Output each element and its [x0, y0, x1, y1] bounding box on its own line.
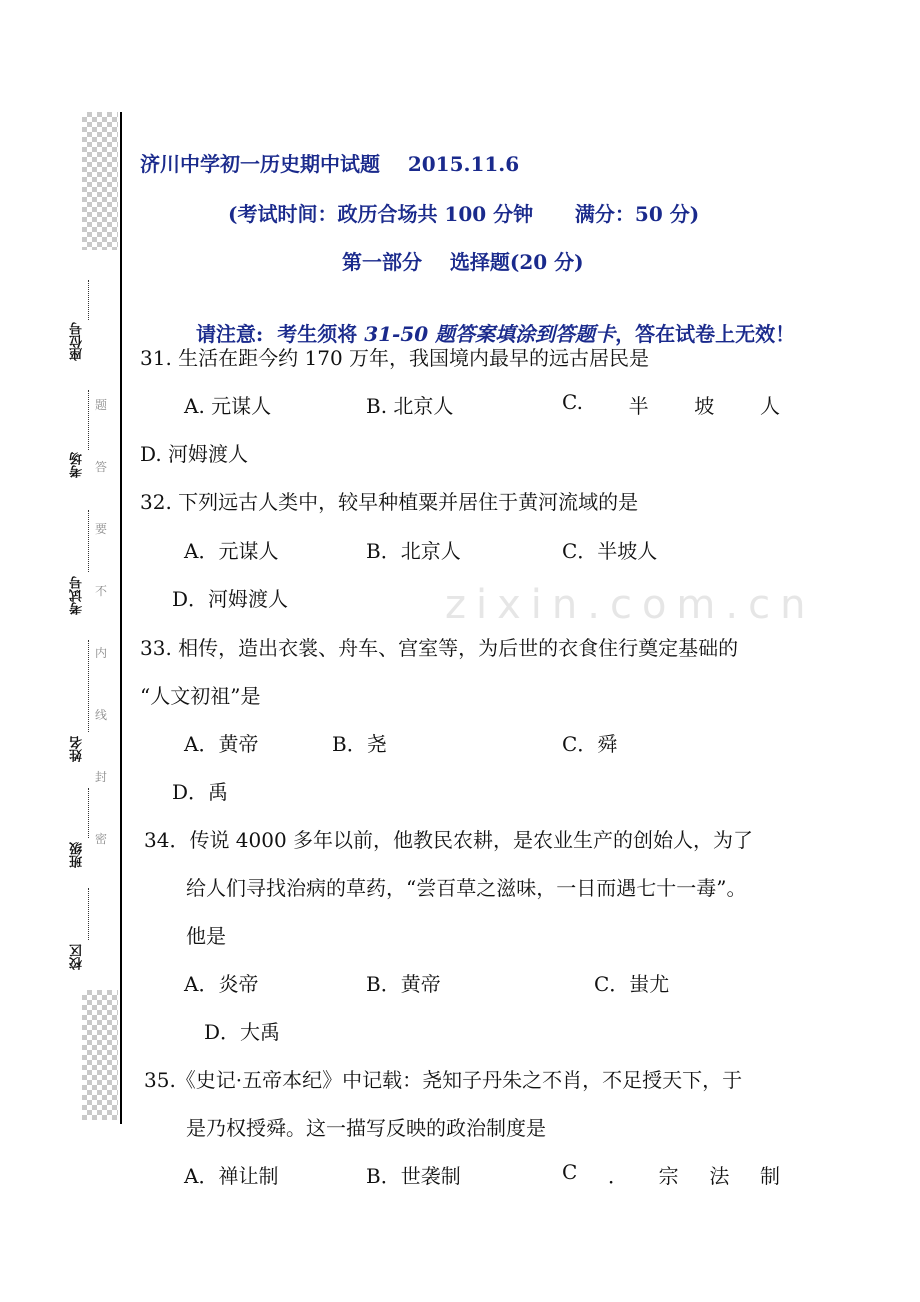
seal-warning-char: 不 — [95, 584, 108, 598]
q35-option-c-char: 制 — [760, 1164, 780, 1188]
exam-title: 济川中学初一历史期中试题 2015.11.6 — [140, 152, 520, 176]
binding-pattern-bottom — [82, 990, 118, 1120]
question-34-stem-line1: 34．传说 4000 多年以前，他教民农耕，是农业生产的创始人，为了 — [144, 828, 754, 852]
name-blank — [88, 640, 89, 732]
q31-option-c-letter: C. — [562, 390, 583, 414]
question-32-stem: 32. 下列远古人类中，较早种植粟并居住于黄河流域的是 — [140, 490, 639, 514]
question-35-stem-line2: 是乃权授舜。这一描写反映的政治制度是 — [186, 1116, 546, 1140]
seal-warning-char: 题 — [95, 398, 108, 412]
seal-warning-char: 答 — [95, 460, 108, 474]
q35-option-a: A．禅让制 — [184, 1164, 279, 1188]
q34-option-c: C．蚩尤 — [594, 972, 670, 996]
question-34-stem-line3: 他是 — [186, 924, 226, 948]
q31-option-c-char: 半 — [628, 394, 649, 418]
q33-option-d: D．禹 — [172, 780, 229, 804]
seal-warning-char: 内 — [95, 646, 108, 660]
q34-option-b: B．黄帝 — [366, 972, 441, 996]
class-blank — [88, 788, 89, 838]
q33-option-c: C．舜 — [562, 732, 618, 756]
q31-option-c-char: 坡 — [694, 394, 715, 418]
q31-option-a: A. 元谋人 — [184, 394, 272, 418]
seal-warning-char: 线 — [95, 708, 108, 722]
exam-number-label: 考试号 — [70, 576, 85, 615]
exam-info: (考试时间：政历合场共 100 分钟 满分：50 分) — [228, 202, 700, 226]
q35-option-c-char: 法 — [709, 1164, 730, 1188]
seal-warning-char: 封 — [95, 770, 108, 784]
question-33-stem-line1: 33. 相传，造出衣裳、舟车、宫室等，为后世的衣食住行奠定基础的 — [140, 636, 739, 660]
q35-option-c — [562, 1160, 780, 1189]
exam-number-blank — [88, 510, 89, 572]
q33-option-a: A．黄帝 — [184, 732, 259, 756]
exam-room-blank — [88, 390, 89, 450]
question-33-stem-line2: “人文初祖”是 — [140, 684, 261, 708]
seat-number-label: 座位号 — [70, 322, 85, 361]
q31-option-c — [562, 390, 780, 419]
q34-option-d: D．大禹 — [204, 1020, 281, 1044]
q32-option-b: B．北京人 — [366, 539, 461, 563]
question-31-stem: 31. 生活在距今约 170 万年，我国境内最早的远古居民是 — [140, 346, 650, 370]
watermark-text: zixin.com.cn — [445, 582, 816, 628]
seal-warning-char: 要 — [95, 522, 108, 536]
q32-option-a: A．元谋人 — [184, 539, 279, 563]
seal-warning-char: 密 — [95, 832, 108, 846]
notice — [182, 294, 795, 347]
question-35-stem-line1: 35.《史记·五帝本纪》中记载：尧知子丹朱之不肖，不足授天下，于 — [144, 1068, 743, 1092]
exam-room-label: 考场 — [70, 452, 85, 478]
q31-option-c-char: 人 — [759, 394, 780, 418]
name-label: 姓名 — [70, 736, 85, 762]
q31-option-b: B. 北京人 — [366, 394, 454, 418]
q35-option-c-char: 宗 — [658, 1164, 679, 1188]
q35-option-b: B．世袭制 — [366, 1164, 461, 1188]
notice-range: 31-50 — [364, 322, 429, 346]
q34-option-a: A．炎帝 — [184, 972, 259, 996]
campus-blank — [88, 888, 89, 940]
q35-option-c-dot: ． — [607, 1164, 628, 1188]
section-title: 第一部分 选择题(20 分) — [342, 250, 584, 274]
q35-option-c-letter: C — [562, 1160, 578, 1184]
q32-option-d: D．河姆渡人 — [172, 587, 289, 611]
binding-pattern-top — [82, 112, 118, 250]
notice-emphasis: 题答案填涂到答题卡 — [428, 322, 616, 346]
binding-line — [120, 112, 122, 1124]
notice-prefix: 请注意: 考生须将 — [195, 322, 365, 346]
notice-suffix: ，答在试卷上无效！ — [615, 322, 796, 346]
campus-label: 校区 — [70, 944, 85, 970]
q32-option-c: C．半坡人 — [562, 539, 658, 563]
class-label: 班级 — [70, 842, 85, 868]
q33-option-b: B．尧 — [332, 732, 387, 756]
q31-option-d: D. 河姆渡人 — [140, 442, 249, 466]
question-34-stem-line2: 给人们寻找治病的草药，“尝百草之滋味，一日而遇七十一毒”。 — [186, 876, 747, 900]
seat-number-blank — [88, 280, 89, 320]
